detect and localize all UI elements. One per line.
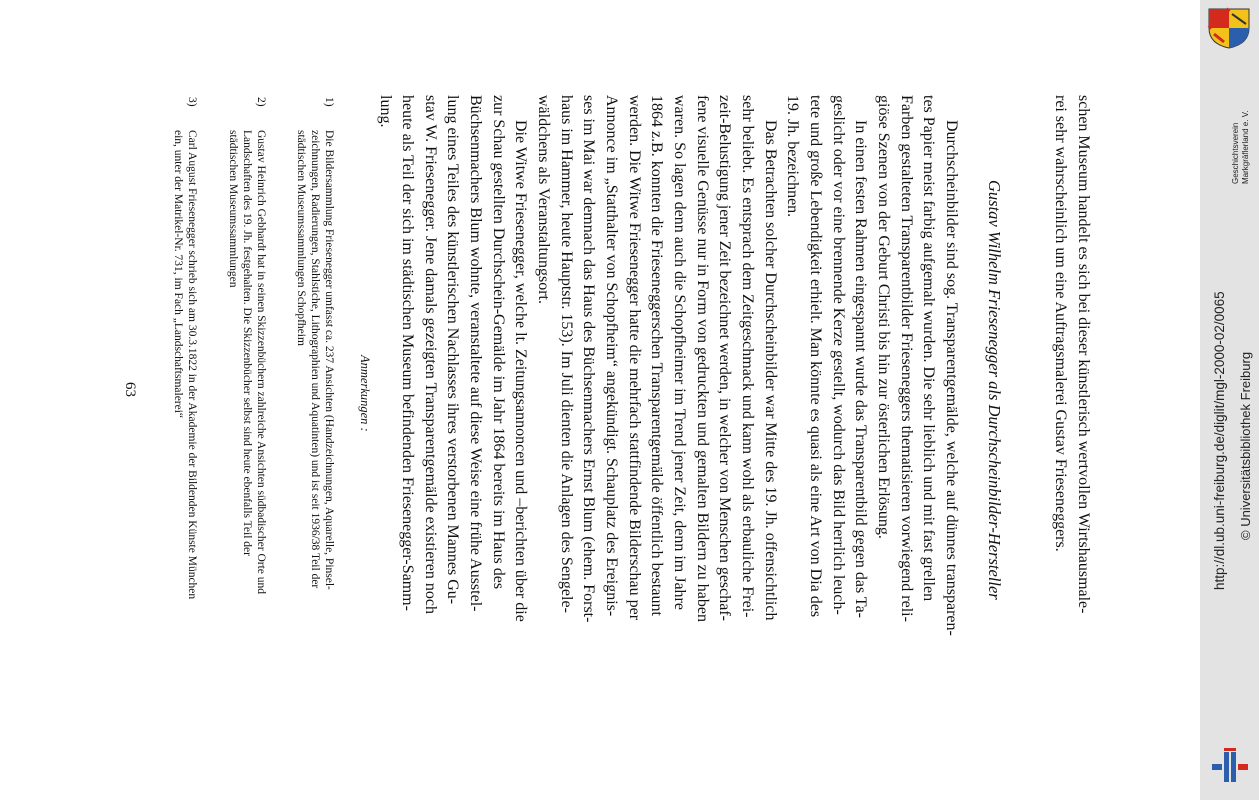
source-url[interactable]: http://dl.ub.uni-freiburg.de/diglit/mgl-2000-02/0065 (1212, 291, 1227, 590)
text-line: rei sehr wahrscheinlich um eine Auftragsmalerei Gustav Frieseneggers. (1052, 95, 1069, 552)
note-line: zeichnungen, Radierungen, Stahlstiche, Lithographien und Aquatinten) und ist seit 1936/38 Teil der (309, 130, 321, 589)
text-line: Farben gestalteten Transparentbilder Frieseneggers thematisieren vorwiegend reli- (898, 95, 915, 622)
text-line: 19. Jh. bezeichnen. (784, 95, 801, 218)
note-number: 3) (186, 97, 198, 107)
text-line: ses im Mai war demnach das Haus des Büchsenmachers Ernst Blum (ehem. Forst- (580, 95, 597, 623)
text-line: Das Betrachten solcher Durchscheinbilder war Mitte des 19. Jh. offensichtlich (762, 120, 779, 621)
text-line: schen Museum handelt es sich bei dieser künstlerisch wertvollen Wirtshausmale- (1075, 95, 1092, 614)
text-line: lung. (377, 95, 394, 128)
text-line: 1864 z.B. konnten die Frieseneggerschen Transparentgemälde öffentlich bestaunt (648, 95, 665, 616)
text-line: giöse Szenen von der Geburt Christi bis hin zur österlichen Erlösung. (875, 95, 892, 539)
society-name-line1: Geschichtsverein (1231, 122, 1240, 184)
text-line: tete und große Lebendigkeit erhielt. Man könnte es quasi als eine Art von Dia des (807, 95, 824, 618)
section-heading: Gustav Wilhelm Friesenegger als Durchscheinbilder-Hersteller (985, 180, 1004, 600)
text-line: fene visuelle Genüsse nur in Form von gedruckten und gemalten Bildern zu haben (694, 95, 711, 622)
text-line: haus im Hammer, heute Hauptstr. 153). Im Juli dienten die Anlagen des Sengele- (558, 95, 575, 613)
note-line: Gustav Heinrich Gebhardt hat in seinen Skizzenbüchern zahlreiche Ansichten südbadischer Orte und (255, 130, 267, 594)
text-line: lung eines Teiles des künstlerischen Nachlasses ihres verstorbenen Mannes Gu- (444, 95, 461, 605)
text-line: tes Papier meist farbig aufgemalt wurden. Die sehr lieblich und mit fast grellen (920, 95, 937, 602)
note-line: Carl August Friesenegger schrieb sich am 30.3.1822 in der Akademie der Bildenden Künste München (186, 130, 198, 600)
text-line: sehr beliebt. Es entsprach dem Zeitgeschmack und kann wohl als erbauliche Frei- (739, 95, 756, 618)
text-line: heute als Teil der sich im städtischen Museum befindenden Friesenegger-Samm- (399, 95, 416, 611)
text-line: Die Witwe Friesenegger, welche lt. Zeitungsannoncen und –berichten über die (512, 120, 529, 622)
text-line: zeit-Belustigung jener Zeit bezeichnet werden, in welcher von Menschen geschaf- (716, 95, 733, 622)
text-line: wäldchens als Veranstaltungsort. (535, 95, 552, 304)
text-line: Büchsenmachers Blum wohnte, veranstaltete auf diese Weise eine frühe Ausstel- (467, 95, 484, 612)
page-number: 63 (122, 382, 138, 397)
text-line: In einen festen Rahmen eingespannt wurde das Transparentbild gegen das Ta- (852, 120, 869, 619)
note-line: städtischen Museumssammlungen Schopfheim (295, 130, 307, 346)
text-line: geslicht oder vor eine brennende Kerze gestellt, wodurch das Bild herrlich leuch- (830, 95, 847, 615)
text-line: Durchscheinbilder sind sog. Transparentgemälde, welche auf dünnes transparen- (943, 120, 960, 636)
ub-freiburg-logo-icon (1208, 746, 1252, 790)
note-line: städtischen Museumssammlungen (227, 130, 239, 288)
note-line: Die Bildersammlung Friesenegger umfasst ca. 237 Ansichten (Handzeichnungen, Aquarelle, Pinsel- (323, 130, 335, 590)
text-line: zur Schau gestellten Durchschein-Gemälde im Jahr 1864 bereits im Haus des (490, 95, 507, 590)
coat-of-arms-icon (1206, 6, 1252, 50)
note-line: Landschaften des 19. Jh. festgehalten. Die Skizzenbücher selbst sind heute ebenfalls Teil der (241, 130, 253, 556)
notes-heading: Anmerkungen : (358, 355, 372, 432)
society-name-line2: Markgräflerland e. V. (1241, 110, 1250, 184)
text-line: werden. Die Witwe Friesenegger hatte die mehrfach stattfindende Bilderschau per (626, 95, 643, 621)
text-line: stav W. Friesenegger. Jene damals gezeigten Transparentgemälde existieren noch (422, 95, 439, 614)
copyright-note: © Universitätsbibliothek Freiburg (1238, 351, 1253, 540)
text-line: Annonce im „Statthalter von Schopfheim“ angekündigt. Schauplatz des Ereignis- (603, 95, 620, 617)
note-number: 1) (323, 97, 335, 107)
text-line: waren. So lagen denn auch die Schopfheimer im Trend jener Zeit, denn im Jahre (671, 95, 688, 610)
note-number: 2) (255, 97, 267, 107)
note-line: ein, unter der Matrikel-Nr. 731, im Fach „Landschaftsmalerei“ (172, 130, 184, 419)
